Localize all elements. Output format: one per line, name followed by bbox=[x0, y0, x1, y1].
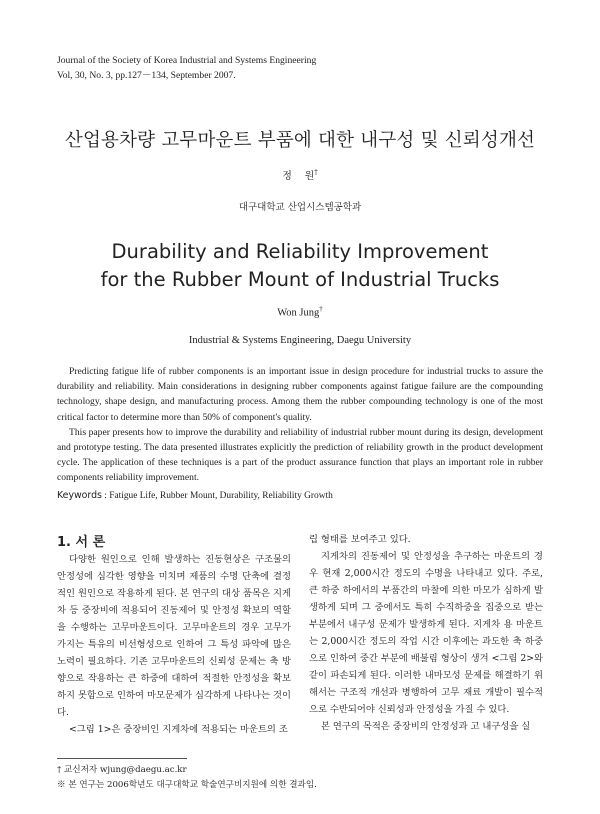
title-english-line-1: Durability and Reliability Improvement bbox=[111, 240, 489, 263]
abstract-paragraph-2: This paper presents how to improve the durability and reliability of industrial rubber mount during its design, development and prototype testing. The data presented illustrates explicitly the prediction of reliability growth in the product development cycle. The application of these techniques is a part of the product assurance function that plays an important role in rubber components reliability improvement. bbox=[57, 426, 543, 484]
journal-name: Journal of the Society of Korea Industrial and Systems Engineering bbox=[57, 55, 317, 66]
journal-header bbox=[57, 53, 316, 83]
author-english-name: Won Jung bbox=[277, 307, 320, 319]
affiliation-english: Industrial & Systems Engineering, Daegu University bbox=[188, 335, 412, 346]
footnote-funding: ※ 본 연구는 2006학년도 대구대학교 학술연구비지원에 의한 결과임. bbox=[57, 780, 317, 790]
left-column-paragraph-2: <그림 1>은 중장비인 지게차에 적용되는 마운트의 조 bbox=[69, 724, 288, 735]
left-column-paragraph-1: 다양한 원인으로 인해 발생하는 진동현상은 구조물의 안정성에 심각한 영향을 미치며 제품의 수명 단축에 결정적인 원인으로 작용하게 된다. 본 연구의 대상 품목은 지게차 등 중장비에 적용되어 진동제어 및 안정성 확보의 역할을 수행하는 고무마운트이다. 고무마운트의 경우 고무가 가지는 특유의 비선형성으로 인하여 그 특성 파악에 많은 노력이 필요하다. 기존 고무마운트의 신뢰성 문제는 축 방향으로 작용하는 큰 하중에 대하여 적절한 안정성을 확보하지 못함으로 인하여 마모문제가 심각하게 나타나는 것이다. bbox=[57, 554, 291, 718]
abstract bbox=[57, 364, 543, 486]
title-korean: 산업용차량 고무마운트 부품에 대한 내구성 및 신뢰성개선 bbox=[64, 130, 536, 151]
journal-citation: Vol, 30, No. 3, pp.127－134, September 2007. bbox=[57, 70, 236, 81]
right-column-paragraph-3: 본 연구의 목적은 중장비의 안정성과 고 내구성을 실 bbox=[321, 721, 531, 732]
keywords-list: : Fatigue Life, Rubber Mount, Durability, Reliability Growth bbox=[101, 491, 333, 501]
keywords-label: Keywords bbox=[57, 490, 102, 501]
author-korean-name: 정 원 bbox=[282, 171, 315, 182]
abstract-paragraph-1: Predicting fatigue life of rubber components is an important issue in design procedure for industrial trucks to assure the durability and reliability. Main considerations in designing rubber components against fatigue failure are the compounding technology, shape design, and manufacturing process. Among them the rubber compounding technology is one of the most critical factor to determine more than 50% of component's quality. bbox=[57, 366, 543, 423]
title-english-line-2: for the Rubber Mount of Industrial Trucks bbox=[100, 268, 500, 291]
right-column bbox=[309, 531, 543, 735]
title-english bbox=[0, 238, 600, 294]
right-column-paragraph-2: 지게차의 진동제어 및 안정성을 추구하는 마운트의 경우 현재 2,000시간 정도의 수명을 나타내고 있다. 주로, 큰 하중 하에서의 부품간의 마찰에 의한 마모가 심하게 발생하게 되며 그 중에서도 특히 수직하중을 집중으로 받는 부분에서 내구성 문제가 발생하게 된다. 지게차 용 마운트는 2,000시간 정도의 작업 시간 이후에는 과도한 축 하중으로 인하여 중간 부분에 배불림 형상이 생겨 <그림 2>와 같이 파손되게 된다. 이러한 내마모성 문제를 해결하기 위해서는 구조적 개선과 병행하여 고무 재료 개발이 필수적으로 수반되어야 신뢰성과 안정성을 가질 수 있다. bbox=[309, 551, 543, 715]
left-column bbox=[57, 551, 291, 738]
author-english bbox=[0, 305, 600, 319]
author-english-mark: † bbox=[319, 305, 323, 313]
footnote-divider bbox=[57, 758, 187, 759]
affiliation-korean: 대구대학교 산업시스템공학과 bbox=[238, 202, 362, 213]
section-heading: 1. 서 론 bbox=[57, 535, 106, 550]
footnote-corresponding-author: † 교신저자 wjung@daegu.ac.kr bbox=[57, 765, 187, 775]
right-column-paragraph-1: 립 형태를 보여주고 있다. bbox=[309, 534, 411, 545]
author-korean bbox=[0, 167, 600, 182]
keywords bbox=[57, 490, 333, 501]
author-mark: † bbox=[314, 168, 318, 177]
